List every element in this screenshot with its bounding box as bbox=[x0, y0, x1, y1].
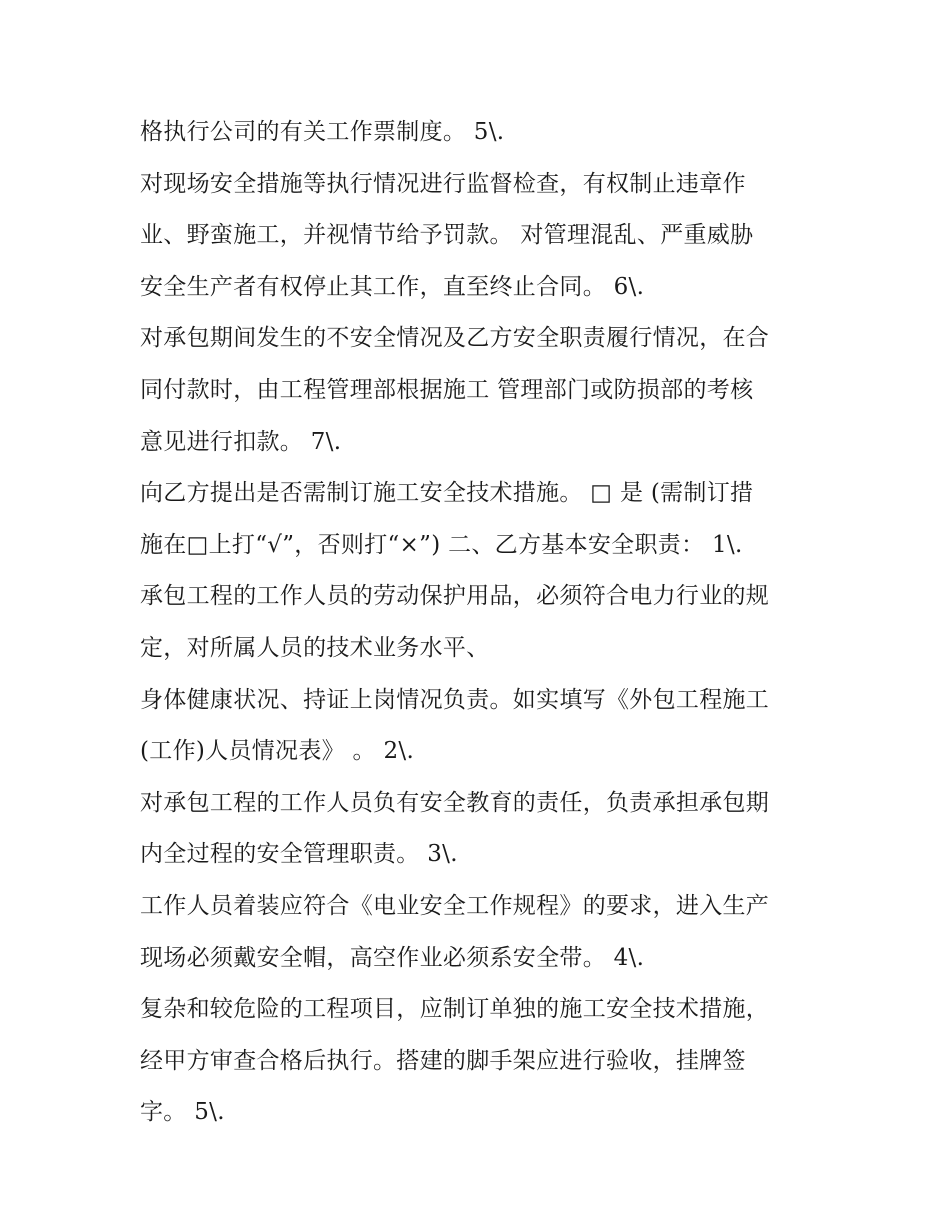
text-line: 施在□上打“√”，否则打“×”) 二、乙方基本安全职责： 1\. bbox=[140, 531, 743, 558]
text-line: 经甲方审查合格后执行。搭建的脚手架应进行验收，挂牌签 bbox=[140, 1047, 746, 1074]
text-line: 承包工程的工作人员的劳动保护用品，必须符合电力行业的规 bbox=[140, 583, 770, 610]
text-line: 定，对所属人员的技术业务水平、 bbox=[140, 634, 490, 661]
text-line: 身体健康状况、持证上岗情况负责。如实填写《外包工程施工 bbox=[140, 686, 770, 713]
text-line: 对现场安全措施等执行情况进行监督检查，有权制止违章作 bbox=[140, 170, 746, 197]
text-line: 工作人员着装应符合《电业安全工作规程》的要求，进入生产 bbox=[140, 892, 770, 919]
text-line: 同付款时，由工程管理部根据施工 管理部门或防损部的考核 bbox=[140, 376, 754, 403]
text-line: 安全生产者有权停止其工作，直至终止合同。 6\. bbox=[140, 273, 645, 300]
text-line: 现场必须戴安全帽，高空作业必须系安全带。 4\. bbox=[140, 944, 645, 971]
text-line: 意见进行扣款。 7\. bbox=[140, 428, 342, 455]
text-line: 业、野蛮施工，并视情节给予罚款。 对管理混乱、严重威胁 bbox=[140, 222, 754, 249]
text-line: 字。 5\. bbox=[140, 1099, 225, 1126]
text-line: 向乙方提出是否需制订施工安全技术措施。 □ 是 (需制订措 bbox=[140, 480, 754, 507]
text-line: 格执行公司的有关工作票制度。 5\. bbox=[140, 119, 505, 145]
text-line: 内全过程的安全管理职责。 3\. bbox=[140, 841, 458, 868]
text-line: (工作)人员情况表》 。 2\. bbox=[140, 738, 415, 765]
text-line: 对承包工程的工作人员负有安全教育的责任，负责承担承包期 bbox=[140, 789, 770, 816]
text-line: 复杂和较危险的工程项目，应制订单独的施工安全技术措施， bbox=[140, 996, 770, 1023]
text-line: 对承包期间发生的不安全情况及乙方安全职责履行情况，在合 bbox=[140, 325, 770, 352]
document-body bbox=[140, 107, 830, 1139]
